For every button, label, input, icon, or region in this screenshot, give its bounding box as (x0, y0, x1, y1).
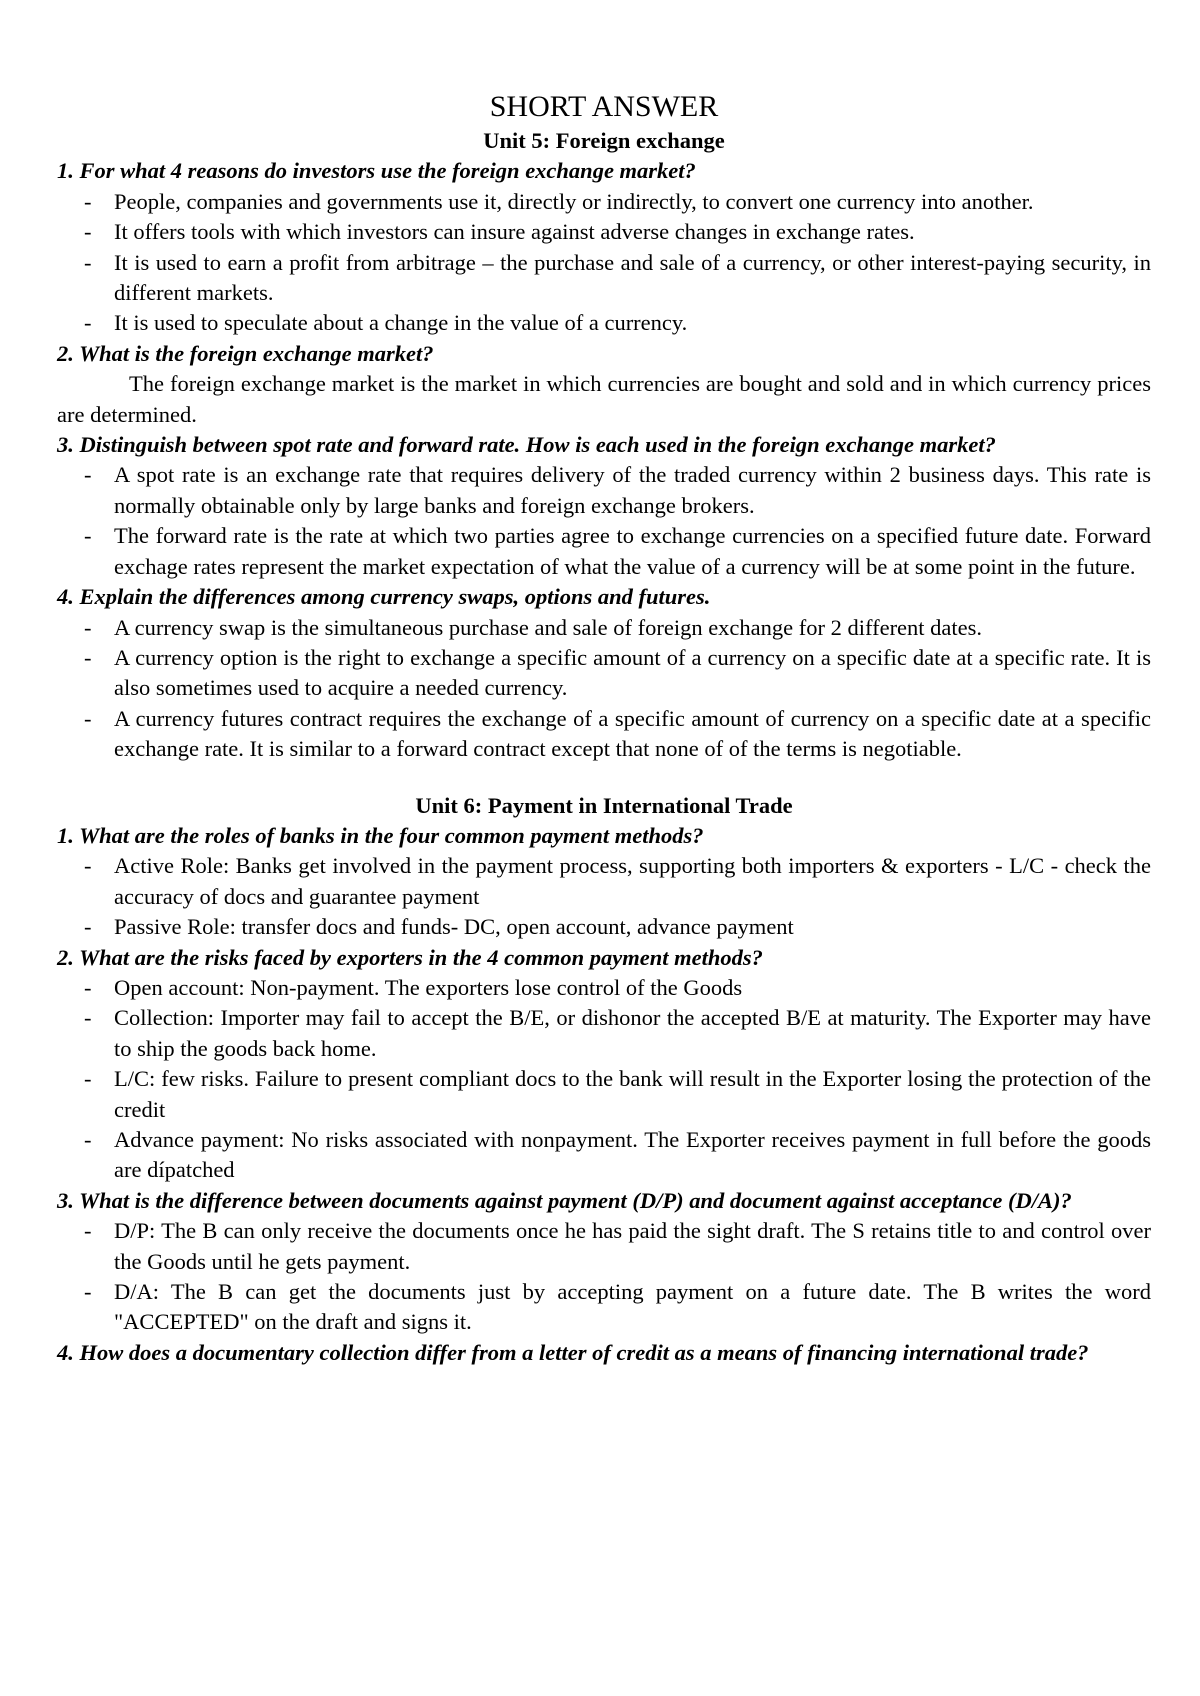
bullet-item: - The forward rate is the rate at which two parties agree to exchange currencies on a specified future date. Forward exchage rates represent the market expectation of what the value of a currency will be at some point in the future. (57, 521, 1151, 582)
unit-6-heading: Unit 6: Payment in International Trade (415, 792, 793, 818)
unit-5-answer-2: The foreign exchange market is the market in which currencies are bought and sold and in which currency prices are determined. (57, 371, 1151, 427)
bullet-item: - A currency option is the right to exchange a specific amount of a currency on a specific date at a specific rate. It is also sometimes used to acquire a needed currency. (57, 643, 1151, 704)
unit-6-answer-1-list (57, 851, 1151, 942)
bullet-item: - It is used to earn a profit from arbitrage – the purchase and sale of a currency, or other interest-paying security, in different markets. (57, 248, 1151, 309)
bullet-item: - Open account: Non-payment. The exporters lose control of the Goods (57, 973, 1151, 1003)
bullet-item: - Passive Role: transfer docs and funds- DC, open account, advance payment (57, 912, 1151, 942)
bullet-item: - A currency futures contract requires the exchange of a specific amount of currency on a specific date at a specific exchange rate. It is similar to a forward contract except that none of of the terms is negotiable. (57, 704, 1151, 765)
bullet-item: - A currency swap is the simultaneous purchase and sale of foreign exchange for 2 different dates. (57, 613, 1151, 643)
unit-5-answer-4-list (57, 613, 1151, 765)
unit-6-question-3: 3. What is the difference between documents against payment (D/P) and document against acceptance (D/A)? (57, 1187, 1072, 1213)
bullet-item: - It is used to speculate about a change in the value of a currency. (57, 308, 1151, 338)
bullet-item: - D/A: The B can get the documents just by accepting payment on a future date. The B writes the word "ACCEPTED" on the draft and signs it. (57, 1277, 1151, 1338)
document-body (57, 88, 1151, 1368)
bullet-item: - Collection: Importer may fail to accept the B/E, or dishonor the accepted B/E at maturity. The Exporter may have to ship the goods back home. (57, 1003, 1151, 1064)
unit-5-answer-3-list (57, 460, 1151, 582)
unit-5-question-1: 1. For what 4 reasons do investors use the foreign exchange market? (57, 158, 696, 184)
unit-5-answer-1-list (57, 187, 1151, 339)
bullet-item: - D/P: The B can only receive the documents once he has paid the sight draft. The S retains title to and control over the Goods until he gets payment. (57, 1216, 1151, 1277)
unit-6-answer-2-list (57, 973, 1151, 1186)
bullet-item: - People, companies and governments use it, directly or indirectly, to convert one currency into another. (57, 187, 1151, 217)
unit-6-answer-3-list (57, 1216, 1151, 1338)
unit-5-question-4: 4. Explain the differences among currency swaps, options and futures. (57, 584, 711, 610)
unit-6-question-4: 4. How does a documentary collection differ from a letter of credit as a means of financing international trade? (57, 1339, 1089, 1365)
unit-6-question-1: 1. What are the roles of banks in the four common payment methods? (57, 822, 704, 848)
unit-5-question-3: 3. Distinguish between spot rate and forward rate. How is each used in the foreign exchange market? (57, 432, 996, 458)
bullet-item: - A spot rate is an exchange rate that requires delivery of the traded currency within 2 business days. This rate is normally obtainable only by large banks and foreign exchange brokers. (57, 460, 1151, 521)
bullet-item: - Advance payment: No risks associated with nonpayment. The Exporter receives payment in full before the goods are dípatched (57, 1125, 1151, 1186)
bullet-item: - Active Role: Banks get involved in the payment process, supporting both importers & exporters - L/C - check the accuracy of docs and guarantee payment (57, 851, 1151, 912)
unit-5-question-2: 2. What is the foreign exchange market? (57, 340, 434, 366)
bullet-item: - It offers tools with which investors can insure against adverse changes in exchange rates. (57, 217, 1151, 247)
unit-6-question-2: 2. What are the risks faced by exporters in the 4 common payment methods? (57, 944, 763, 970)
bullet-item: - L/C: few risks. Failure to present compliant docs to the bank will result in the Exporter losing the protection of the credit (57, 1064, 1151, 1125)
page-title: SHORT ANSWER (489, 90, 719, 123)
unit-5-heading: Unit 5: Foreign exchange (483, 128, 725, 153)
